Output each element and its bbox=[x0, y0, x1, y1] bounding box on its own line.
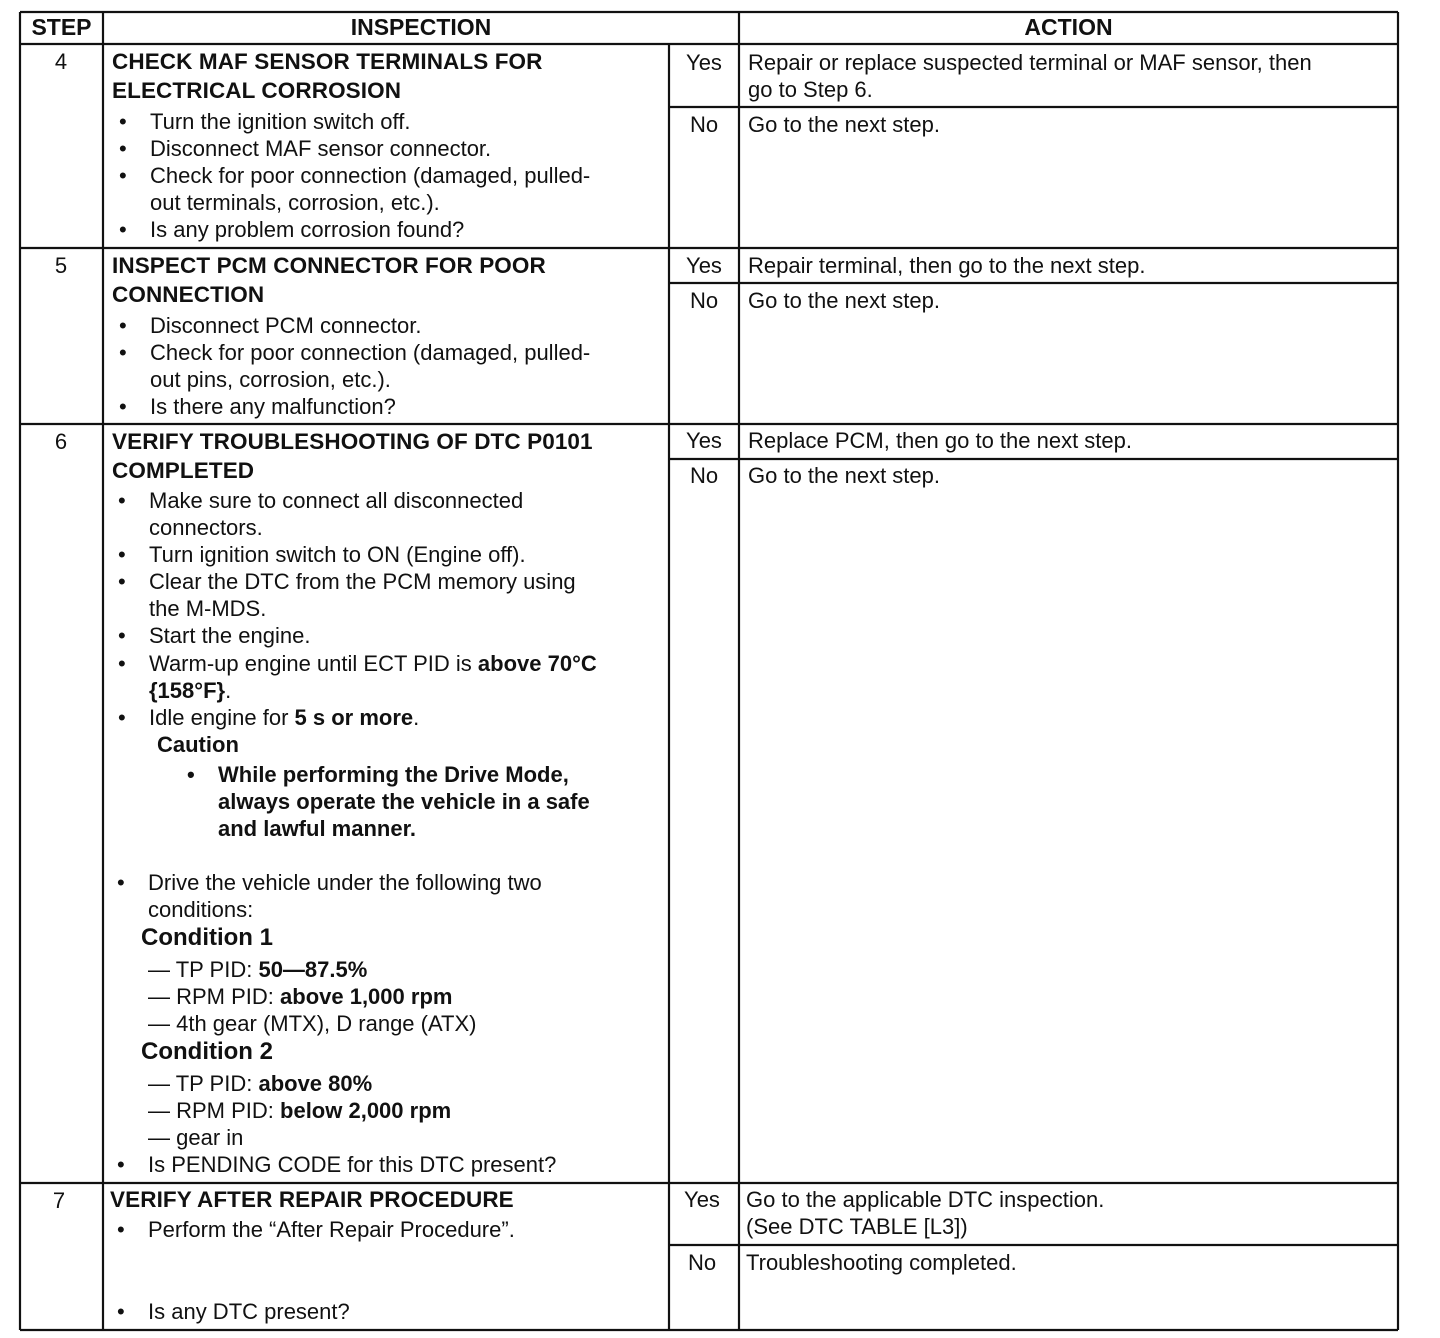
inspection-item: • Idle engine for 5 s or more. bbox=[149, 704, 419, 731]
inspection-item-cont: conditions: bbox=[148, 897, 254, 922]
inspection-item-cont: out pins, corrosion, etc.). bbox=[150, 367, 391, 392]
inspection-item: • Turn the ignition switch off. bbox=[150, 108, 410, 135]
caution-text: and lawful manner. bbox=[218, 816, 417, 841]
inspection-item-cont: the M-MDS. bbox=[149, 596, 267, 621]
caution-text: always operate the vehicle in a safe bbox=[218, 789, 590, 814]
yes-label: Yes bbox=[684, 1187, 720, 1212]
yes-action: Repair terminal, then go to the next step. bbox=[748, 253, 1146, 278]
step-number: 5 bbox=[54, 253, 68, 278]
condition-line: — TP PID: 50—87.5% bbox=[148, 957, 368, 982]
condition-line: — 4th gear (MTX), D range (ATX) bbox=[148, 1011, 477, 1036]
inspection-item: • Is any DTC present? bbox=[148, 1298, 350, 1325]
inspection-item: • Is any problem corrosion found? bbox=[150, 216, 464, 243]
no-action: Go to the next step. bbox=[748, 288, 941, 313]
inspection-item: • Make sure to connect all disconnected bbox=[149, 487, 523, 514]
step-title: ELECTRICAL CORROSION bbox=[112, 78, 402, 103]
inspection-item: • Is PENDING CODE for this DTC present? bbox=[148, 1151, 556, 1178]
header-action: ACTION bbox=[1024, 14, 1113, 40]
caution-label: Caution bbox=[157, 732, 239, 757]
header-step: STEP bbox=[31, 14, 92, 40]
inspection-item-cont: connectors. bbox=[149, 515, 263, 540]
yes-action: (See DTC TABLE [L3]) bbox=[746, 1214, 968, 1239]
inspection-item: • Start the engine. bbox=[149, 622, 310, 649]
no-label: No bbox=[689, 288, 719, 313]
inspection-item: • Check for poor connection (damaged, pulled- bbox=[150, 162, 590, 189]
yes-label: Yes bbox=[686, 428, 722, 453]
inspection-item-cont: {158°F}. bbox=[149, 678, 232, 703]
step-title: CHECK MAF SENSOR TERMINALS FOR bbox=[112, 49, 543, 74]
yes-action: Go to the applicable DTC inspection. bbox=[746, 1187, 1105, 1212]
inspection-item: • Drive the vehicle under the following two bbox=[148, 869, 542, 896]
no-label: No bbox=[689, 463, 719, 488]
inspection-item: • Turn ignition switch to ON (Engine off). bbox=[149, 541, 526, 568]
step-title: INSPECT PCM CONNECTOR FOR POOR bbox=[112, 253, 546, 278]
no-action: Troubleshooting completed. bbox=[746, 1250, 1017, 1275]
inspection-item: • Check for poor connection (damaged, pulled- bbox=[150, 339, 590, 366]
step-number: 7 bbox=[52, 1188, 66, 1213]
condition-line: — TP PID: above 80% bbox=[148, 1071, 373, 1096]
inspection-item: • Disconnect MAF sensor connector. bbox=[150, 135, 491, 162]
condition-line: — gear in bbox=[148, 1125, 244, 1150]
inspection-item: • Disconnect PCM connector. bbox=[150, 312, 421, 339]
yes-action: go to Step 6. bbox=[748, 77, 873, 102]
step-number: 4 bbox=[54, 49, 68, 74]
no-action: Go to the next step. bbox=[748, 463, 941, 488]
yes-label: Yes bbox=[686, 50, 722, 75]
yes-action: Replace PCM, then go to the next step. bbox=[748, 428, 1133, 453]
step-title: CONNECTION bbox=[112, 282, 265, 307]
step-number: 6 bbox=[54, 429, 68, 454]
yes-action: Repair or replace suspected terminal or MAF sensor, then bbox=[748, 50, 1312, 75]
yes-label: Yes bbox=[686, 253, 722, 278]
inspection-item: • Clear the DTC from the PCM memory using bbox=[149, 568, 576, 595]
step-title: VERIFY AFTER REPAIR PROCEDURE bbox=[110, 1187, 514, 1212]
step-title: VERIFY TROUBLESHOOTING OF DTC P0101 bbox=[112, 429, 593, 454]
condition-1-label: Condition 1 bbox=[141, 924, 273, 951]
caution-text: • While performing the Drive Mode, bbox=[218, 761, 569, 788]
step-title: COMPLETED bbox=[112, 458, 255, 483]
inspection-item-cont: out terminals, corrosion, etc.). bbox=[150, 190, 440, 215]
inspection-item: • Warm-up engine until ECT PID is above 70°C bbox=[149, 650, 597, 677]
no-action: Go to the next step. bbox=[748, 112, 941, 137]
no-label: No bbox=[689, 112, 719, 137]
no-label: No bbox=[687, 1250, 717, 1275]
inspection-item: • Perform the “After Repair Procedure”. bbox=[148, 1216, 515, 1243]
condition-line: — RPM PID: below 2,000 rpm bbox=[148, 1098, 452, 1123]
condition-line: — RPM PID: above 1,000 rpm bbox=[148, 984, 453, 1009]
header-inspection: INSPECTION bbox=[350, 14, 492, 40]
inspection-item: • Is there any malfunction? bbox=[150, 393, 396, 420]
condition-2-label: Condition 2 bbox=[141, 1038, 273, 1065]
